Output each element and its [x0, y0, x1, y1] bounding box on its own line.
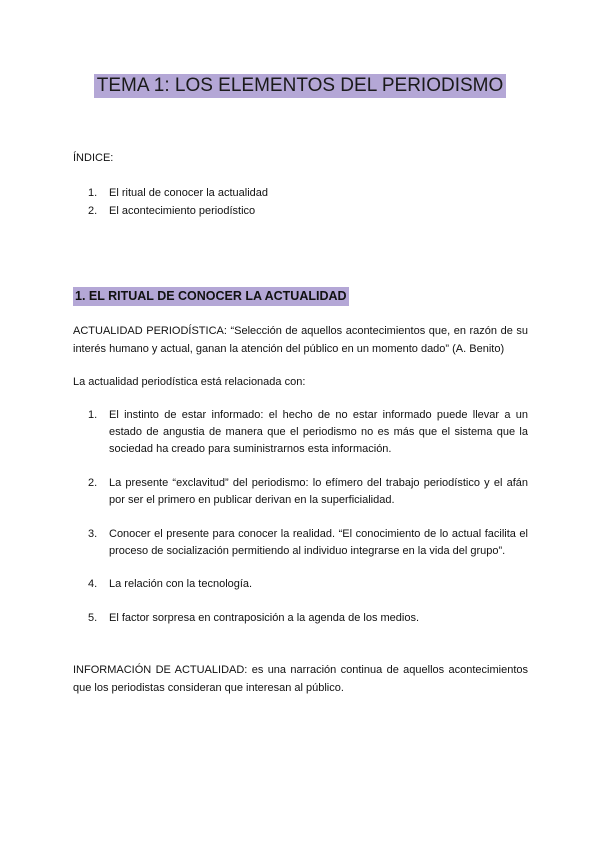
item-text: La presente “exclavitud” del periodismo: lo efímero del trabajo periodístico y el afán por ser el primero en publicar derivan en la superficialidad.: [109, 477, 528, 506]
page-title: TEMA 1: LOS ELEMENTOS DEL PERIODISMO: [94, 74, 507, 98]
item-number: 4.: [88, 578, 98, 590]
item-text: La relación con la tecnología.: [109, 578, 253, 590]
list-item: [88, 184, 268, 202]
list-item: [88, 526, 528, 560]
item-text: El ritual de conocer la actualidad: [109, 187, 268, 199]
list-item: [88, 475, 528, 509]
item-number: 2.: [88, 205, 98, 217]
list-item: [88, 576, 528, 593]
item-text: Conocer el presente para conocer la realidad. “El conocimiento de lo actual facilita el proceso de socialización permitiendo al individuo integrarse en la vida del grupo”.: [109, 528, 528, 557]
item-text: El acontecimiento periodístico: [109, 205, 256, 217]
list-item: [88, 407, 528, 458]
item-number: 1.: [88, 187, 98, 199]
definition-paragraph: ACTUALIDAD PERIODÍSTICA: “Selección de aquellos acontecimientos que, en razón de su interés humano y actual, ganan la atención del público en un momento dado” (A. Benito): [73, 325, 528, 355]
title-container: [0, 74, 600, 98]
item-text: El factor sorpresa en contraposición a la agenda de los medios.: [109, 612, 420, 624]
index-list: [88, 184, 268, 220]
info-paragraph: INFORMACIÓN DE ACTUALIDAD: es una narración continua de aquellos acontecimientos que los periodistas consideran que interesan al público.: [73, 664, 528, 694]
item-number: 3.: [88, 528, 98, 540]
item-number: 1.: [88, 409, 98, 421]
list-item: [88, 610, 528, 627]
item-text: El instinto de estar informado: el hecho de no estar informado puede llevar a un estado de angustia de manera que el periodismo no es más que el sistema que la sociedad ha creado para suministrarnos esta información.: [109, 409, 528, 455]
intro-paragraph: La actualidad periodística está relacionada con:: [73, 376, 306, 388]
index-heading: ÍNDICE:: [73, 152, 114, 164]
section-heading: 1. EL RITUAL DE CONOCER LA ACTUALIDAD: [73, 287, 349, 306]
list-item: [88, 202, 268, 220]
item-number: 5.: [88, 612, 98, 624]
item-number: 2.: [88, 477, 98, 489]
